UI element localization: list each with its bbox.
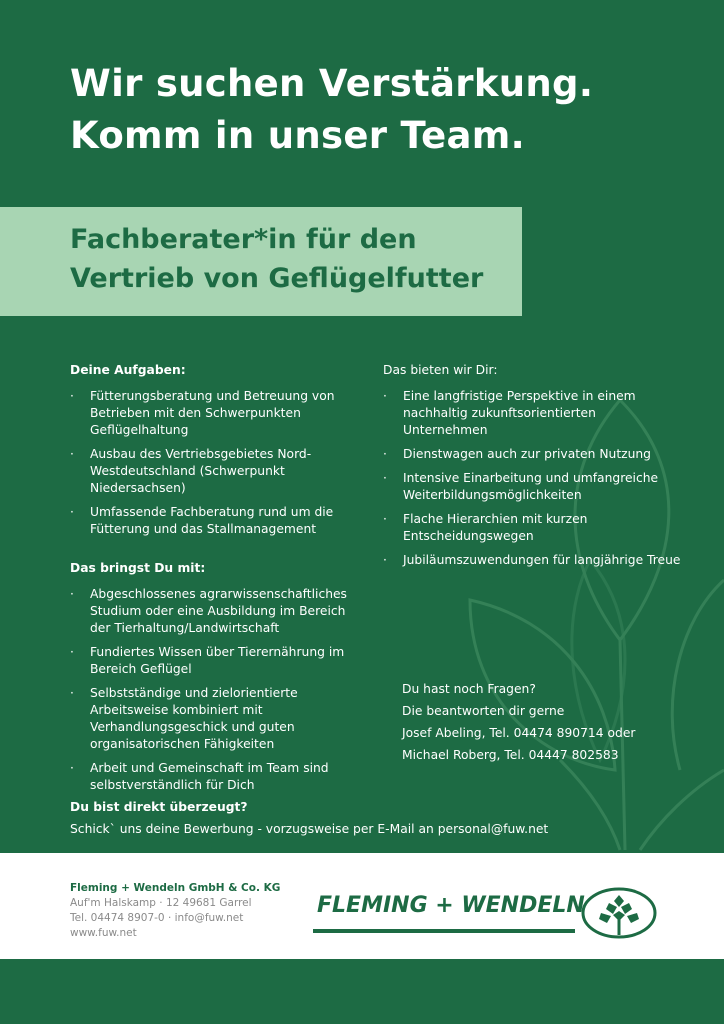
list-item: · Abgeschlossenes agrarwissenschaftliches Studium oder eine Ausbildung im Bereich der Tierhaltung/Landwirtschaft — [70, 586, 360, 637]
requirements-list — [70, 586, 360, 794]
contact-block — [402, 678, 635, 766]
list-item: · Umfassende Fachberatung rund um die Fütterung und das Stallmanagement — [70, 504, 360, 538]
logo-text: FLEMING + WENDELN — [317, 893, 585, 918]
company-website: www.fuw.net — [70, 927, 137, 939]
contact-question: Du hast noch Fragen? — [402, 682, 536, 696]
headline-line-1: Wir suchen Verstärkung. — [70, 62, 594, 105]
list-item: · Fundiertes Wissen über Tierernährung im Bereich Geflügel — [70, 644, 360, 678]
footer — [0, 853, 724, 959]
company-address — [70, 881, 280, 941]
list-item: · Intensive Einarbeitung und umfangreiche Weiterbildungsmöglichkeiten — [383, 470, 683, 504]
offer-list — [383, 388, 683, 569]
list-item: · Eine langfristige Perspektive in einem nachhaltig zukunftsorientierten Unternehmen — [383, 388, 683, 439]
headline-line-2: Komm in unser Team. — [70, 114, 525, 157]
list-item: · Dienstwagen auch zur privaten Nutzung — [383, 446, 683, 463]
list-item: · Jubiläumszuwendungen für langjährige Treue — [383, 552, 683, 569]
company-phone: Tel. 04474 8907-0 · info@fuw.net — [70, 912, 244, 924]
contact-person-2: Michael Roberg, Tel. 04447 802583 — [402, 748, 619, 762]
list-item: · Ausbau des Vertriebsgebietes Nord-Westdeutschland (Schwerpunkt Niedersachsen) — [70, 446, 360, 497]
cta-text: Schick` uns deine Bewerbung - vorzugsweise per E-Mail an personal@fuw.net — [70, 822, 549, 836]
job-title-line-2: Vertrieb von Geflügelfutter — [70, 263, 484, 294]
list-item: · Flache Hierarchien mit kurzen Entscheidungswegen — [383, 511, 683, 545]
company-street: Auf'm Halskamp · 12 49681 Garrel — [70, 897, 252, 909]
right-column — [383, 362, 683, 591]
tasks-title: Deine Aufgaben: — [70, 363, 186, 377]
job-title — [70, 220, 483, 298]
requirements-title: Das bringst Du mit: — [70, 561, 206, 575]
list-item: · Selbstständige und zielorientierte Arbeitsweise kombiniert mit Verhandlungsgeschick und guten organisatorischen Fähigkeiten — [70, 685, 360, 753]
tasks-list — [70, 388, 360, 538]
logo-underline — [313, 929, 575, 933]
call-to-action — [70, 796, 548, 840]
list-item: · Arbeit und Gemeinschaft im Team sind selbstverständlich für Dich — [70, 760, 360, 794]
company-name: Fleming + Wendeln GmbH & Co. KG — [70, 882, 281, 894]
list-item: · Fütterungsberatung und Betreuung von Betrieben mit den Schwerpunkten Geflügelhaltung — [70, 388, 360, 439]
company-logo — [313, 885, 658, 941]
job-title-line-1: Fachberater*in für den — [70, 224, 417, 255]
headline — [70, 58, 593, 162]
contact-person-1: Josef Abeling, Tel. 04474 890714 oder — [402, 726, 636, 740]
contact-intro: Die beantworten dir gerne — [402, 704, 565, 718]
wheat-logo-icon — [575, 885, 657, 941]
cta-question: Du bist direkt überzeugt? — [70, 800, 248, 814]
offer-title: Das bieten wir Dir: — [383, 363, 498, 377]
left-column — [70, 362, 360, 816]
